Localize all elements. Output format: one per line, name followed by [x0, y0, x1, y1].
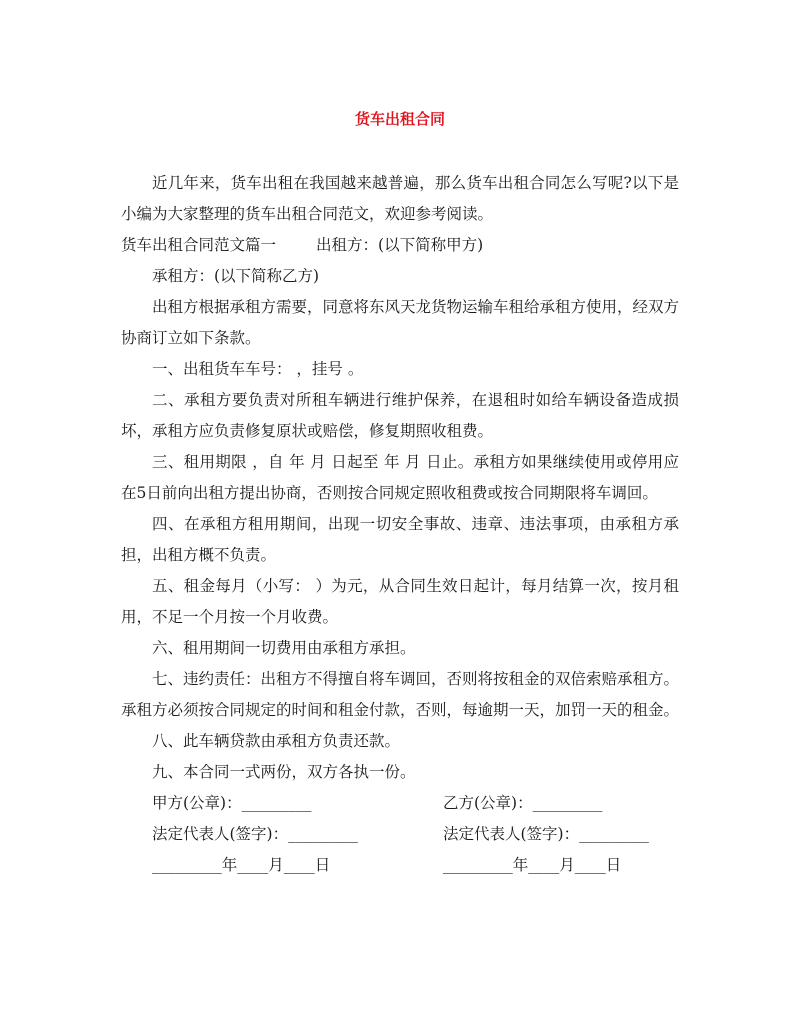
clause-3: 三、租用期限 ，自 年 月 日起至 年 月 日止。承租方如果继续使用或停用应在5日前向出租方提出协商，否则按合同规定照收租费或按合同期限将车调回。: [121, 453, 679, 502]
preamble-paragraph: 出租方根据承租方需要，同意将东风天龙货物运输车租给承租方使用，经双方协商订立如下条款。: [121, 298, 680, 347]
clause-7: 七、违约责任：出租方不得擅自将车调回，否则将按租金的双倍索赔承租方。承租方必须按合同规定的时间和租金付款，否则，每逾期一天，加罚一天的租金。: [121, 670, 680, 719]
clause-9: 九、本合同一式两份，双方各执一份。: [152, 763, 416, 781]
signature-row-rep: [121, 819, 679, 850]
intro-paragraph: 近几年来，货车出租在我国越来越普遍，那么货车出租合同怎么写呢?以下是小编为大家整理的货车出租合同范文，欢迎参考阅读。: [121, 174, 679, 223]
lessee-label: 承租方：(以下简称乙方): [152, 267, 320, 285]
clause-6: 六、租用期间一切费用由承租方承担。: [152, 639, 416, 657]
sample-heading: 货车出租合同范文篇一: [121, 236, 277, 254]
party-a-seal: 甲方(公章)：_________: [152, 794, 312, 812]
party-b-date: _________年____月____日: [443, 856, 622, 874]
clause-5: 五、租金每月（小写： ）为元，从合同生效日起计，每月结算一次，按月租用，不足一个月按一个月收费。: [121, 577, 679, 626]
signature-row-seal: [121, 788, 679, 819]
party-b-rep: 法定代表人(签字)：_________: [443, 825, 649, 843]
party-b-seal: 乙方(公章)：_________: [443, 794, 603, 812]
clause-8: 八、此车辆贷款由承租方负责还款。: [152, 732, 401, 750]
clause-1: 一、出租货车车号： ，挂号 。: [152, 360, 364, 378]
document-title: 货车出租合同: [354, 110, 445, 128]
signature-row-date: [121, 850, 679, 881]
sample-heading-line: [121, 230, 679, 261]
party-a-rep: 法定代表人(签字)：_________: [152, 825, 358, 843]
clause-2: 二、承租方要负责对所租车辆进行维护保养，在退租时如给车辆设备造成损坏，承租方应负责修复原状或赔偿，修复期照收租费。: [121, 391, 679, 440]
lessor-label: 出租方：(以下简称甲方): [316, 236, 484, 254]
party-a-date: _________年____月____日: [152, 856, 331, 874]
clause-4: 四、在承租方租用期间，出现一切安全事故、违章、违法事项，由承租方承担，出租方概不负责。: [121, 515, 679, 564]
document-body: [121, 168, 679, 881]
